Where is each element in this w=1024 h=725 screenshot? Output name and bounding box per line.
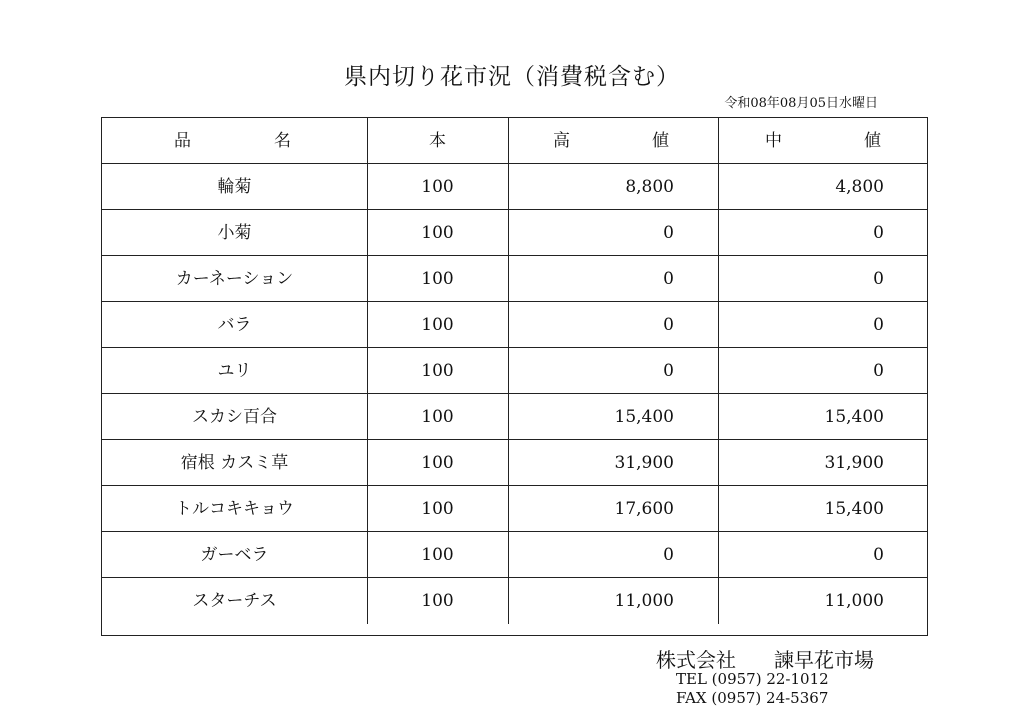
tel-number: TEL (0957) 22-1012 xyxy=(676,670,829,688)
item-mid-price: 15,400 xyxy=(824,499,884,519)
item-quantity: 100 xyxy=(421,453,454,473)
header-mid-part2: 値 xyxy=(864,131,881,151)
column-divider xyxy=(367,118,368,624)
item-name: スターチス xyxy=(192,591,277,611)
item-name: ガーベラ xyxy=(200,545,269,565)
table-row xyxy=(102,440,927,486)
item-name: 宿根 カスミ草 xyxy=(180,453,289,473)
item-quantity: 100 xyxy=(421,407,454,427)
item-mid-price: 11,000 xyxy=(824,591,884,611)
table-row xyxy=(102,164,927,210)
company-type: 株式会社 xyxy=(656,648,736,672)
header-mid-part1: 中 xyxy=(765,131,782,151)
table-row xyxy=(102,578,927,624)
column-divider xyxy=(508,118,509,624)
page-title: 県内切り花市況（消費税含む） xyxy=(344,64,680,90)
item-high-price: 11,000 xyxy=(614,591,674,611)
column-divider xyxy=(718,118,719,624)
item-high-price: 0 xyxy=(663,361,674,381)
table-row xyxy=(102,394,927,440)
item-high-price: 0 xyxy=(663,315,674,335)
item-name: トルコキキョウ xyxy=(175,499,294,519)
item-high-price: 17,600 xyxy=(614,499,674,519)
item-high-price: 31,900 xyxy=(614,453,674,473)
item-mid-price: 4,800 xyxy=(835,177,884,197)
item-mid-price: 0 xyxy=(873,223,884,243)
item-mid-price: 15,400 xyxy=(824,407,884,427)
company-block xyxy=(656,644,874,673)
item-quantity: 100 xyxy=(421,223,454,243)
table-row xyxy=(102,302,927,348)
header-name-part1: 品 xyxy=(174,131,191,151)
item-high-price: 0 xyxy=(663,545,674,565)
item-high-price: 0 xyxy=(663,269,674,289)
item-mid-price: 0 xyxy=(873,545,884,565)
table-header-row xyxy=(102,118,927,164)
report-date: 令和08年08月05日水曜日 xyxy=(724,96,878,111)
header-quantity: 本 xyxy=(429,131,446,151)
item-mid-price: 0 xyxy=(873,315,884,335)
item-name: 輪菊 xyxy=(217,177,252,197)
item-name: バラ xyxy=(217,315,252,335)
item-name: ユリ xyxy=(217,361,252,381)
table-row xyxy=(102,532,927,578)
item-mid-price: 31,900 xyxy=(824,453,884,473)
table-row xyxy=(102,486,927,532)
item-quantity: 100 xyxy=(421,361,454,381)
company-name: 諫早花市場 xyxy=(774,648,874,672)
item-name: カーネーション xyxy=(175,269,294,289)
item-mid-price: 0 xyxy=(873,269,884,289)
item-quantity: 100 xyxy=(421,315,454,335)
market-price-table xyxy=(101,117,928,636)
table-row xyxy=(102,256,927,302)
item-quantity: 100 xyxy=(421,269,454,289)
item-high-price: 0 xyxy=(663,223,674,243)
item-high-price: 8,800 xyxy=(625,177,674,197)
table-row xyxy=(102,210,927,256)
item-quantity: 100 xyxy=(421,591,454,611)
header-high-part2: 値 xyxy=(652,131,669,151)
table-row xyxy=(102,348,927,394)
header-high-part1: 高 xyxy=(553,131,570,151)
fax-number: FAX (0957) 24-5367 xyxy=(676,689,829,707)
item-quantity: 100 xyxy=(421,545,454,565)
item-quantity: 100 xyxy=(421,499,454,519)
item-name: 小菊 xyxy=(217,223,252,243)
header-name-part2: 名 xyxy=(274,131,291,151)
item-mid-price: 0 xyxy=(873,361,884,381)
item-name: スカシ百合 xyxy=(192,407,277,427)
item-high-price: 15,400 xyxy=(614,407,674,427)
item-quantity: 100 xyxy=(421,177,454,197)
